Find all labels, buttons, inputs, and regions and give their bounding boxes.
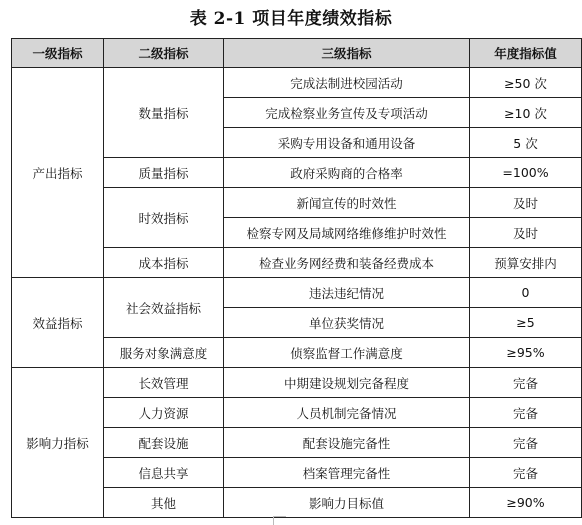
value-cell: ≥5 <box>470 308 582 338</box>
level3-cell: 人员机制完备情况 <box>224 398 470 428</box>
level3-cell: 新闻宣传的时效性 <box>224 188 470 218</box>
table-title: 表 2-1 项目年度绩效指标 <box>189 9 393 29</box>
level2-hr: 人力资源 <box>104 398 224 428</box>
header-row <box>12 39 582 68</box>
value-cell: 完备 <box>470 398 582 428</box>
value-cell: ≥10 次 <box>470 98 582 128</box>
level2-facilities: 配套设施 <box>104 428 224 458</box>
header-level2: 二级指标 <box>104 39 224 68</box>
level3-cell: 政府采购商的合格率 <box>224 158 470 188</box>
table-row <box>12 368 582 398</box>
table-row <box>12 68 582 98</box>
level1-benefit: 效益指标 <box>12 278 104 368</box>
level2-quantity: 数量指标 <box>104 68 224 158</box>
level2-satisfaction: 服务对象满意度 <box>104 338 224 368</box>
level3-cell: 违法违纪情况 <box>224 278 470 308</box>
level2-cost: 成本指标 <box>104 248 224 278</box>
level3-cell: 检察专网及局域网络维修维护时效性 <box>224 218 470 248</box>
value-cell: =100% <box>470 158 582 188</box>
value-cell: ≥50 次 <box>470 68 582 98</box>
level3-cell: 单位获奖情况 <box>224 308 470 338</box>
value-cell: 完备 <box>470 428 582 458</box>
performance-indicator-table <box>11 38 582 518</box>
value-cell: 预算安排内 <box>470 248 582 278</box>
value-cell: 5 次 <box>470 128 582 158</box>
level2-other: 其他 <box>104 488 224 518</box>
level3-cell: 检查业务网经费和装备经费成本 <box>224 248 470 278</box>
table-row <box>12 278 582 308</box>
level3-cell: 完成法制进校园活动 <box>224 68 470 98</box>
level3-cell: 影响力目标值 <box>224 488 470 518</box>
header-level1: 一级指标 <box>12 39 104 68</box>
level3-cell: 中期建设规划完备程度 <box>224 368 470 398</box>
level3-cell: 完成检察业务宣传及专项活动 <box>224 98 470 128</box>
level2-timeliness: 时效指标 <box>104 188 224 248</box>
value-cell: ≥90% <box>470 488 582 518</box>
level3-cell: 档案管理完备性 <box>224 458 470 488</box>
level3-cell: 配套设施完备性 <box>224 428 470 458</box>
level2-longterm: 长效管理 <box>104 368 224 398</box>
level2-social: 社会效益指标 <box>104 278 224 338</box>
level3-cell: 侦察监督工作满意度 <box>224 338 470 368</box>
value-cell: 完备 <box>470 458 582 488</box>
value-cell: 及时 <box>470 188 582 218</box>
value-cell: 及时 <box>470 218 582 248</box>
header-level3: 三级指标 <box>224 39 470 68</box>
level2-info: 信息共享 <box>104 458 224 488</box>
level1-output: 产出指标 <box>12 68 104 278</box>
header-annual-value: 年度指标值 <box>470 39 582 68</box>
level3-cell: 采购专用设备和通用设备 <box>224 128 470 158</box>
level2-quality: 质量指标 <box>104 158 224 188</box>
level1-influence: 影响力指标 <box>12 368 104 518</box>
value-cell: 完备 <box>470 368 582 398</box>
value-cell: 0 <box>470 278 582 308</box>
value-cell: ≥95% <box>470 338 582 368</box>
